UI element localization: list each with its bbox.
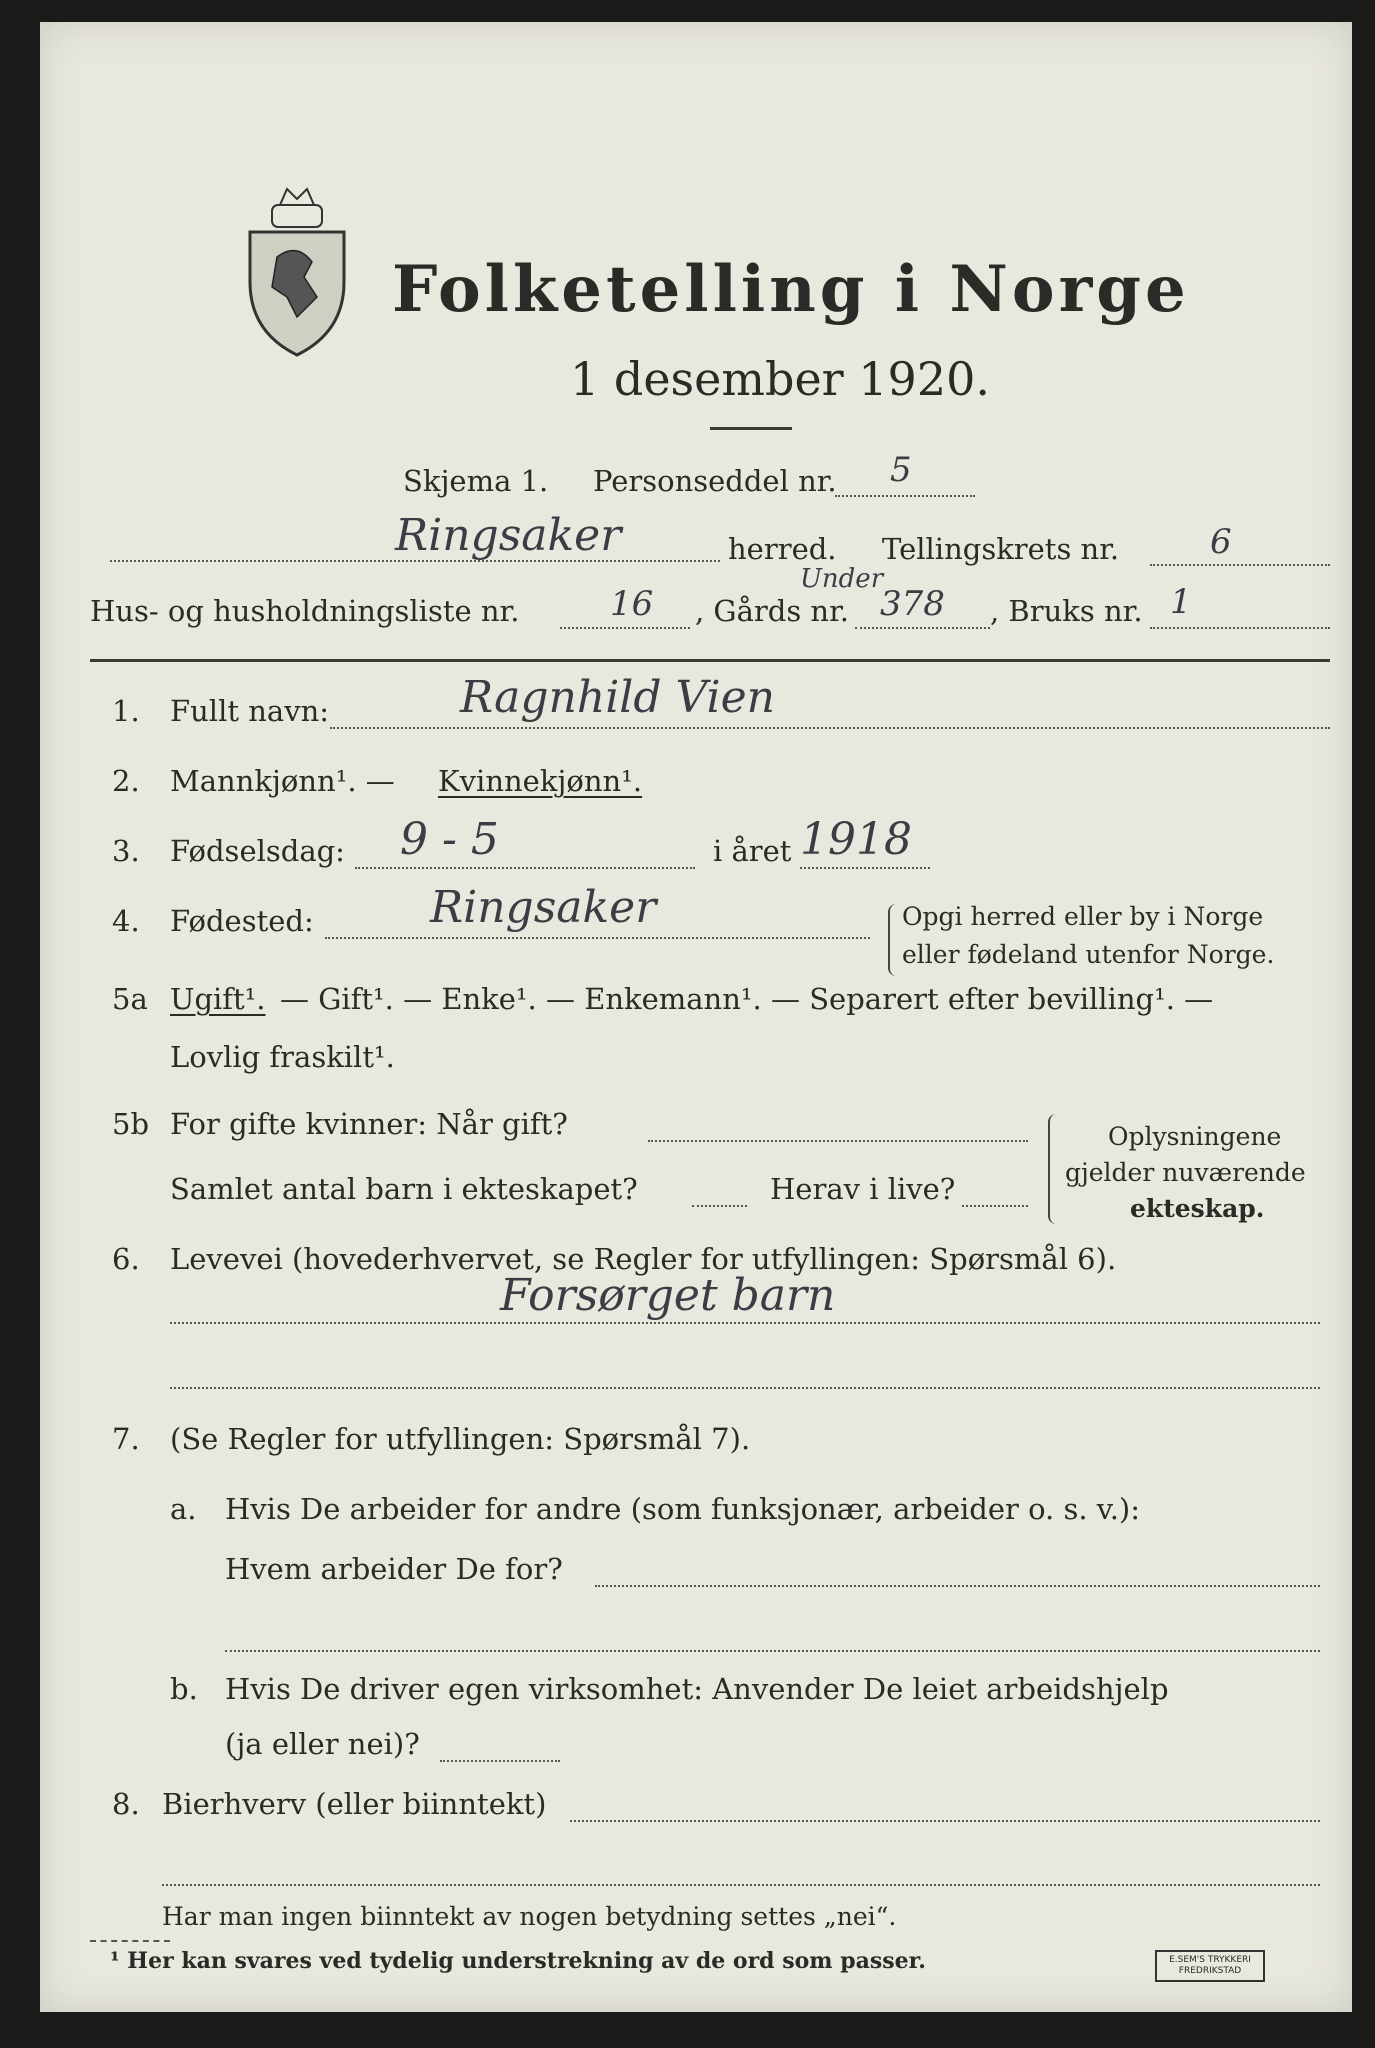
q8-number: 8. [112,1787,140,1821]
q5b-note-line2: gjelder nuværende [1065,1158,1306,1187]
herred-label: herred. [728,532,837,566]
q7a-employer-line [595,1585,1320,1587]
q7b-letter: b. [170,1672,198,1706]
q5b-married-line [648,1140,1028,1142]
husliste-label: Hus- og husholdningsliste nr. [90,594,520,628]
q5a-ugift-option[interactable]: Ugift¹. [170,982,266,1016]
birthday-value[interactable]: 9 - 5 [400,814,499,865]
q8-line2 [162,1884,1320,1886]
tellingskrets-line [1150,564,1330,566]
gards-line [855,627,990,629]
birthplace-value[interactable]: Ringsaker [430,882,657,933]
q5b-alive-label: Herav i live? [770,1172,956,1206]
q7a-text: Hvis De arbeider for andre (som funksjonær, arbeider o. s. v.): [225,1492,1141,1526]
printer-stamp-line1: E.SEM'S TRYKKERI [1169,1955,1251,1965]
q5b-note-line3: ekteskap. [1130,1194,1265,1223]
q4-note-line2: eller fødeland utenfor Norge. [902,940,1275,969]
q6-line1 [170,1322,1320,1324]
q3-line [355,867,695,869]
q6-label: Levevei (hovederhvervet, se Regler for utfyllingen: Spørsmål 6). [170,1242,1117,1276]
q7a-letter: a. [170,1492,197,1526]
footnote-rule [90,1940,170,1942]
q1-line [330,727,1330,729]
full-name-value[interactable]: Ragnhild Vien [460,672,775,723]
q5a-number: 5a [112,982,148,1016]
personseddel-line [835,495,975,497]
q7-number: 7. [112,1422,140,1456]
census-form-page [40,22,1352,2012]
q7a-employer-label: Hvem arbeider De for? [225,1552,563,1586]
q8-label: Bierhverv (eller biinntekt) [162,1787,547,1821]
footnote-text: ¹ Her kan svares ved tydelig understrekning av de ord som passer. [110,1948,926,1974]
q5b-children-line [692,1205,747,1207]
header-divider [90,659,1330,662]
q1-label: Fullt navn: [170,694,330,728]
tellingskrets-value[interactable]: 6 [1210,522,1232,562]
norwegian-coat-of-arms-icon [242,187,352,357]
q3-label: Fødselsdag: [170,834,345,868]
printer-stamp [1155,1950,1265,1982]
census-date: 1 desember 1920. [570,352,990,406]
bruks-line [1150,627,1330,629]
q6-number: 6. [112,1242,140,1276]
bruks-label: , Bruks nr. [990,594,1143,628]
herred-value[interactable]: Ringsaker [395,510,622,561]
q4-note-line1: Opgi herred eller by i Norge [902,902,1264,931]
q3-number: 3. [112,834,140,868]
printer-stamp-line2: FREDRIKSTAD [1178,1966,1242,1976]
q7b-yes-no-line [440,1760,560,1762]
q8-line1 [570,1820,1320,1822]
gards-label: , Gårds nr. [695,594,849,628]
q2-female-option[interactable]: Kvinnekjønn¹. [438,764,643,798]
q5b-number: 5b [112,1107,150,1141]
q7b-text: Hvis De driver egen virksomhet: Anvender De leiet arbeidshjelp [225,1672,1169,1706]
q5a-fraskilt-option[interactable]: Lovlig fraskilt¹. [170,1040,395,1074]
q7b-yes-no-label: (ja eller nei)? [225,1727,420,1761]
q5a-other-options[interactable]: — Gift¹. — Enke¹. — Enkemann¹. — Separert efter bevilling¹. — [280,982,1214,1016]
occupation-value[interactable]: Forsørget barn [500,1270,836,1321]
personseddel-value[interactable]: 5 [890,450,912,490]
bruks-value[interactable]: 1 [1170,582,1192,622]
q3-year-label: i året [713,834,792,868]
gards-note[interactable]: Under [800,564,884,594]
skjema-label: Skjema 1. [403,464,549,498]
title-divider [710,427,792,430]
q7-label: (Se Regler for utfyllingen: Spørsmål 7). [170,1422,751,1456]
q4-label: Fødested: [170,904,314,938]
tellingskrets-label: Tellingskrets nr. [882,532,1120,566]
husliste-line [560,627,690,629]
q1-number: 1. [112,694,140,728]
q5b-note-line1: Oplysningene [1108,1122,1282,1151]
q2-male-option[interactable]: Mannkjønn¹. — [170,764,395,798]
q8-note: Har man ingen biinntekt av nogen betydning settes „nei“. [162,1902,897,1931]
q4-line [325,937,870,939]
q4-number: 4. [112,904,140,938]
husliste-value[interactable]: 16 [610,584,654,624]
q5b-note-brace [1048,1114,1060,1224]
q6-line2 [170,1387,1320,1389]
q5b-alive-line [962,1205,1028,1207]
gards-value[interactable]: 378 [880,584,945,624]
q7a-employer-line2 [225,1650,1320,1652]
q3-year-line [800,867,930,869]
q2-number: 2. [112,764,140,798]
personseddel-label: Personseddel nr. [593,464,837,498]
form-title: Folketelling i Norge [392,252,1190,327]
birth-year-value[interactable]: 1918 [800,814,912,865]
q4-note-brace [888,904,900,976]
q5b-children-label: Samlet antal barn i ekteskapet? [170,1172,638,1206]
q5b-married-label: For gifte kvinner: Når gift? [170,1107,568,1141]
